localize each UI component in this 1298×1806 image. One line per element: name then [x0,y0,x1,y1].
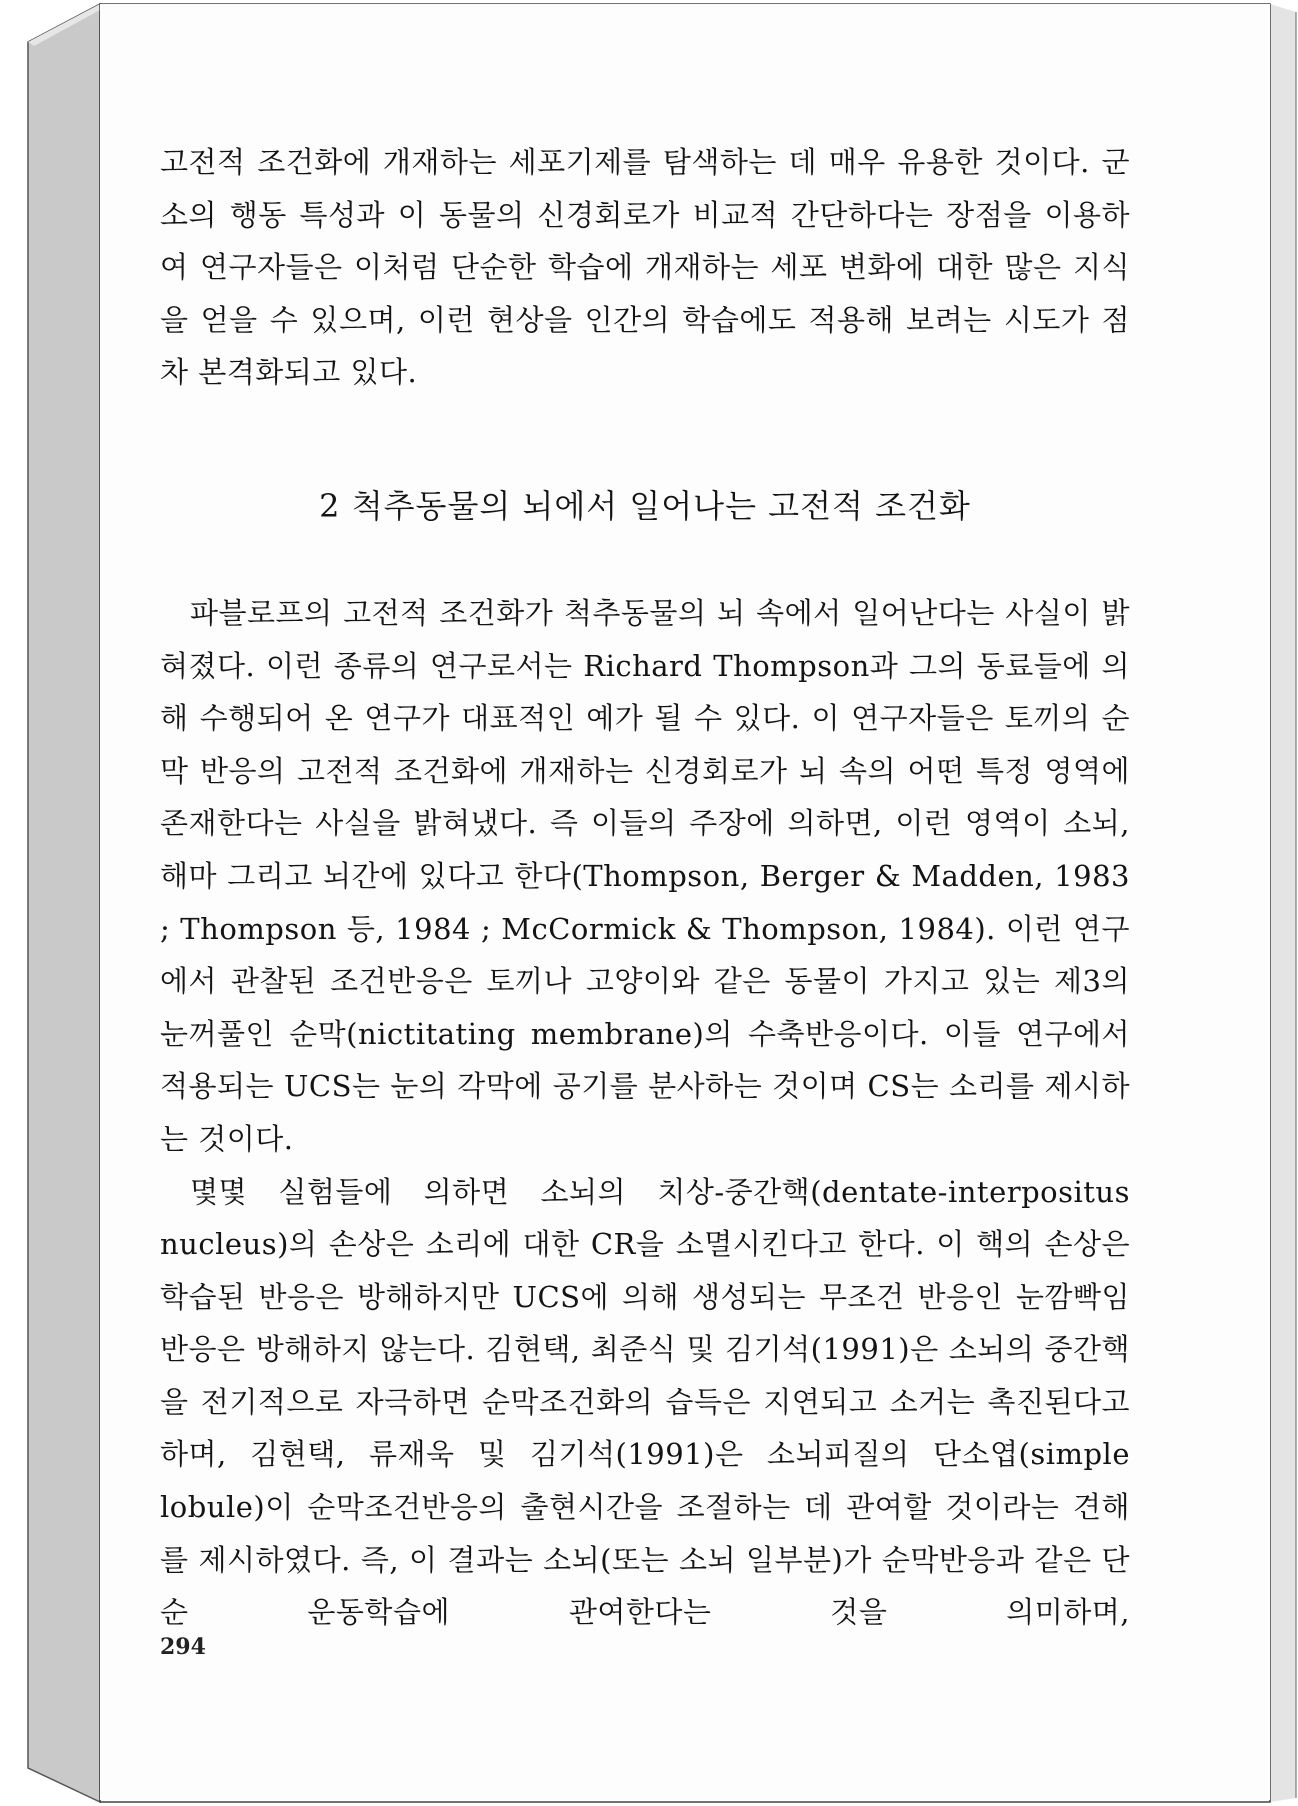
page-number: 294 [160,1634,206,1660]
paragraph-2: 몇몇 실험들에 의하면 소뇌의 치상-중간핵(dentate-interpositus nucleus)의 손상은 소리에 대한 CR을 소멸시킨다고 한다. 이 핵의 손상은 학습된 반응은 방해하지만 UCS에 의해 생성되는 무조건 반응인 눈깜빡임 반응은 방해하지 않는다. 김현택, 최준식 및 김기석(1991)은 소뇌의 중간핵을 전기적으로 자극하면 순막조건화의 습득은 지연되고 소거는 촉진된다고 하며, 김현택, 류재욱 및 김기석(1991)은 소뇌피질의 단소엽(simple lobule)이 순막조건반응의 출현시간을 조절하는 데 관여할 것이라는 견해를 제시하였다. 즉, 이 결과는 소뇌(또는 소뇌 일부분)가 순막반응과 같은 단순 운동학습에 관여한다는 것을 의미하며, [160,1174,1130,1630]
intro-paragraph: 고전적 조건화에 개재하는 세포기제를 탐색하는 데 매우 유용한 것이다. 군소의 행동 특성과 이 동물의 신경회로가 비교적 간단하다는 장점을 이용하여 연구자들은 이처럼 단순한 학습에 개재하는 세포 변화에 대한 많은 지식을 얻을 수 있으며, 이런 현상을 인간의 학습에도 적용해 보려는 시도가 점차 본격화되고 있다. [160,145,1130,390]
section-title: 2 척추동물의 뇌에서 일어나는 고전적 조건화 [319,486,971,525]
paragraph-1: 파블로프의 고전적 조건화가 척추동물의 뇌 속에서 일어난다는 사실이 밝혀졌다. 이런 종류의 연구로서는 Richard Thompson과 그의 동료들에 의해 수행되어 온 연구가 대표적인 예가 될 수 있다. 이 연구자들은 토끼의 순막 반응의 고전적 조건화에 개재하는 신경회로가 뇌 속의 어떤 특정 영역에 존재한다는 사실을 밝혀냈다. 즉 이들의 주장에 의하면, 이런 영역이 소뇌, 해마 그리고 뇌간에 있다고 한다(Thompson, Berger & Madden, 1983 ; Thompson 등, 1984 ; McCormick & Thompson, 1984). 이런 연구에서 관찰된 조건반응은 토끼나 고양이와 같은 동물이 가지고 있는 제3의 눈꺼풀인 순막(nictitating membrane)의 수축반응이다. 이들 연구에서 적용되는 UCS는 눈의 각막에 공기를 분사하는 것이며 CS는 소리를 제시하는 것이다. [160,595,1130,1156]
page-content [160,136,1130,1639]
